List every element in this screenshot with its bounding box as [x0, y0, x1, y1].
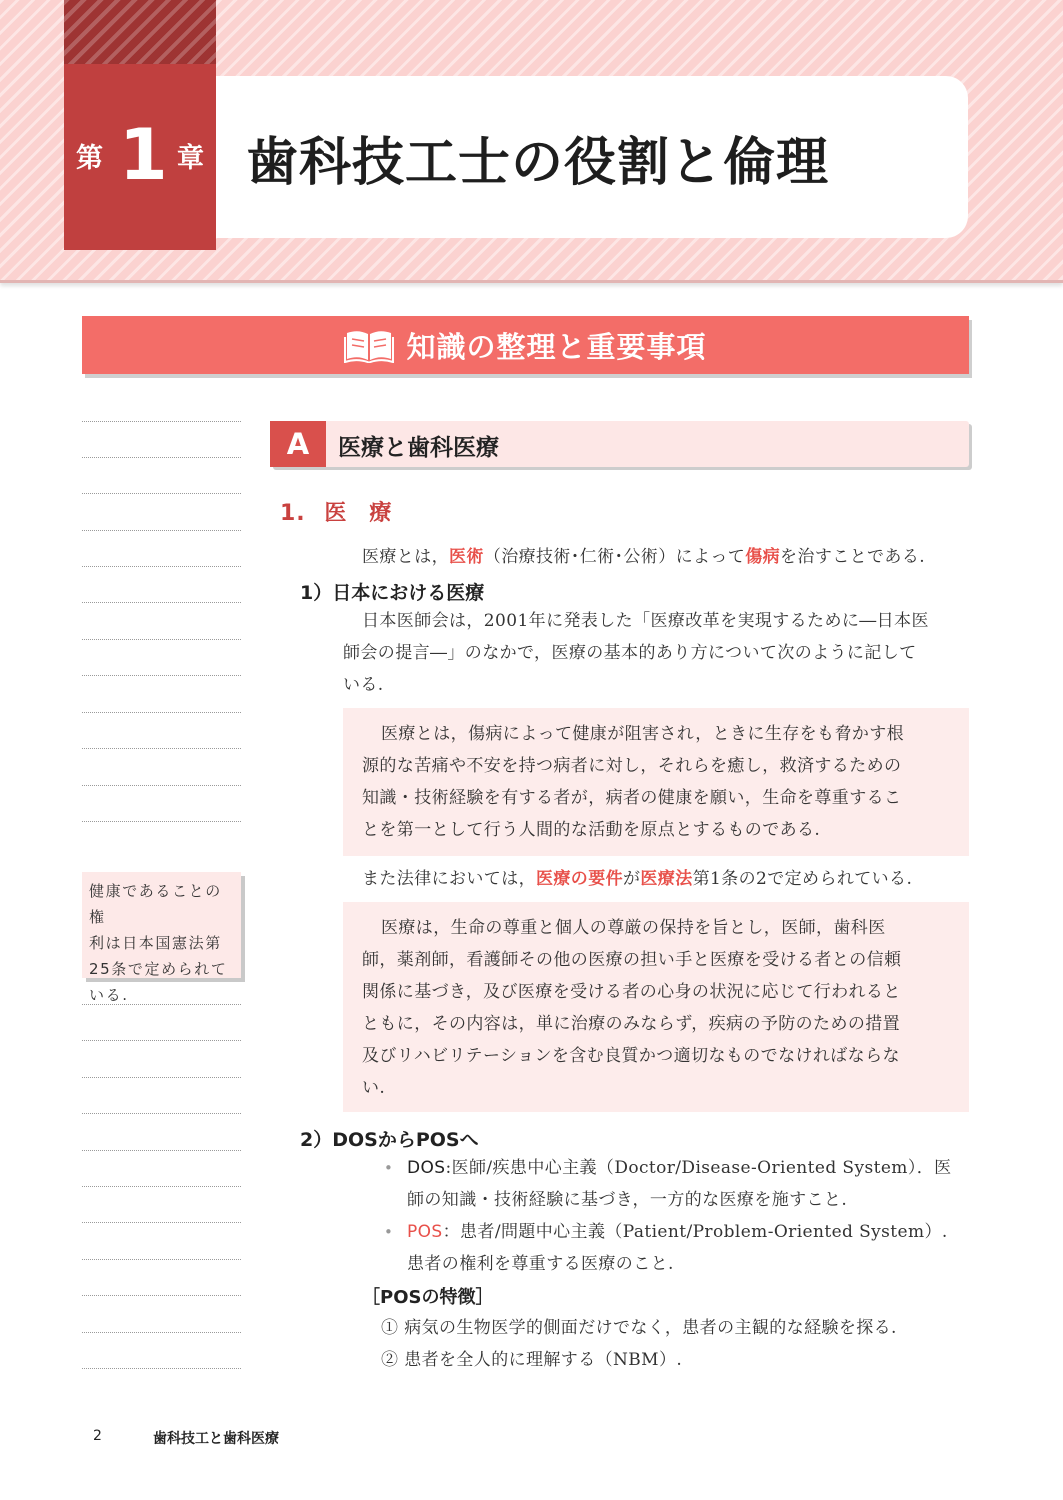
margin-line	[82, 566, 241, 567]
quote-line	[362, 912, 949, 944]
bullet-text: 師の知識・技術経験に基づき，一方的な医療を施すこと.	[407, 1190, 848, 1210]
margin-line	[82, 1077, 241, 1078]
quote-line: 源的な苦痛や不安を持つ病者に対し，それらを癒し，救済するための	[362, 756, 902, 776]
intro-text: を治すことである.	[780, 547, 926, 567]
margin-line	[82, 1040, 241, 1041]
subsection-letter: A	[270, 421, 326, 467]
chapter-suffix: 章	[177, 143, 204, 174]
dos-term: DOS	[407, 1158, 446, 1178]
bullet-marker: •	[384, 1223, 393, 1241]
heading-1-char: 療	[369, 501, 393, 526]
quote-box-ishikai	[343, 708, 969, 856]
margin-line	[82, 1295, 241, 1296]
highlight-term: 医療の要件	[536, 869, 623, 889]
chapter-title-card	[216, 76, 968, 238]
heading-dos-pos: 2）DOSからPOSへ	[300, 1129, 479, 1151]
margin-line	[82, 675, 241, 676]
heading-1-number: 1.	[280, 501, 306, 526]
highlight-term: 傷病	[745, 547, 781, 567]
quote-line: い.	[362, 1078, 386, 1098]
law-text: 第1条の2で定められている.	[692, 869, 913, 889]
japan-paragraph	[343, 605, 973, 701]
side-note-line: 健康であることの権	[89, 882, 222, 926]
intro-paragraph	[362, 541, 925, 573]
pos-features-list	[381, 1312, 897, 1376]
margin-line	[82, 1332, 241, 1333]
heading-1-char: 医	[324, 501, 348, 526]
margin-line	[82, 493, 241, 494]
pos-features-heading: ［POSの特徴］	[362, 1287, 494, 1308]
intro-text: （治療技術･仁術･公術）によって	[483, 547, 746, 567]
open-book-icon	[344, 327, 394, 363]
law-paragraph	[362, 863, 912, 895]
margin-line	[82, 1368, 241, 1369]
margin-line	[82, 1259, 241, 1260]
bullet-text: 患者の権利を尊重する医療のこと.	[407, 1254, 674, 1274]
heading-japan: 1）日本における医療	[300, 582, 485, 604]
chapter-tab-decoration	[64, 0, 216, 64]
page-number: 2	[93, 1428, 102, 1444]
margin-line	[82, 1113, 241, 1114]
intro-text: 医療とは，	[362, 547, 449, 567]
quote-line: ともに，その内容は，単に治療のみならず，疾病の予防のための措置	[362, 1014, 901, 1034]
bullet-text: :医師/疾患中心主義（Doctor/Disease-Oriented System）．医	[445, 1158, 952, 1178]
paragraph-line: いる.	[343, 675, 384, 695]
subsection-title: 医療と歯科医療	[338, 435, 499, 461]
margin-line	[82, 530, 241, 531]
margin-line	[82, 1186, 241, 1187]
pos-term: POS	[407, 1222, 443, 1242]
quote-line	[362, 718, 949, 750]
bullet-marker: •	[384, 1159, 393, 1177]
quote-line: 師，薬剤師，看護師その他の医療の担い手と医療を受ける者との信頼	[362, 950, 902, 970]
side-note	[82, 872, 241, 1004]
highlight-term: 医療法	[640, 869, 693, 889]
margin-line	[82, 748, 241, 749]
chapter-prefix: 第	[76, 143, 103, 174]
chapter-title: 歯科技工士の役割と倫理	[246, 133, 830, 193]
chapter-header	[0, 0, 1063, 283]
side-note-line: いる.	[89, 986, 129, 1004]
margin-line	[82, 1222, 241, 1223]
quote-text: 医療は，生命の尊重と個人の尊厳の保持を旨とし，医師，歯科医	[381, 918, 886, 938]
chapter-tab	[64, 0, 216, 250]
side-note-line: 利は日本国憲法第	[89, 934, 222, 952]
margin-line	[82, 639, 241, 640]
paragraph-line: 日本医師会は，2001年に発表した「医療改革を実現するために―日本医	[362, 611, 929, 631]
running-title: 歯科技工と歯科医療	[153, 1431, 279, 1447]
margin-line	[82, 821, 241, 822]
margin-line	[82, 785, 241, 786]
margin-line	[82, 712, 241, 713]
margin-line	[82, 457, 241, 458]
bullet-dos	[407, 1152, 952, 1216]
list-item: ① 病気の生物医学的側面だけでなく，患者の主観的な経験を探る.	[381, 1318, 897, 1338]
quote-line: 関係に基づき，及び医療を受ける者の心身の状況に応じて行われると	[362, 982, 901, 1002]
side-note-line: 25条で定められて	[89, 960, 228, 978]
law-text: が	[623, 869, 641, 889]
heading-1	[280, 496, 392, 527]
section-banner	[82, 316, 969, 374]
margin-line	[82, 602, 241, 603]
quote-line: 及びリハビリテーションを含む良質かつ適切なものでなければならな	[362, 1046, 900, 1066]
margin-line	[82, 1150, 241, 1151]
highlight-term: 医術	[449, 547, 484, 567]
chapter-number: 1	[119, 114, 168, 196]
bullet-pos	[407, 1216, 948, 1280]
margin-line	[82, 421, 241, 422]
quote-line: 知識・技術経験を有する者が，病者の健康を願い，生命を尊重するこ	[362, 788, 902, 808]
bullet-text: ：患者/問題中心主義（Patient/Problem-Oriented System）.	[442, 1222, 948, 1242]
quote-line: とを第一として行う人間的な活動を原点とするものである.	[362, 820, 821, 840]
section-banner-title: 知識の整理と重要事項	[406, 329, 707, 364]
paragraph-line: 師会の提言―」のなかで，医療の基本的あり方について次のように記して	[343, 643, 917, 663]
quote-box-iryoho	[343, 902, 969, 1112]
subsection-header	[270, 421, 969, 467]
list-item: ② 患者を全人的に理解する（NBM）.	[381, 1350, 683, 1370]
quote-text: 医療とは，傷病によって健康が阻害され，ときに生存をも脅かす根	[381, 724, 905, 744]
law-text: また法律においては，	[362, 869, 536, 889]
